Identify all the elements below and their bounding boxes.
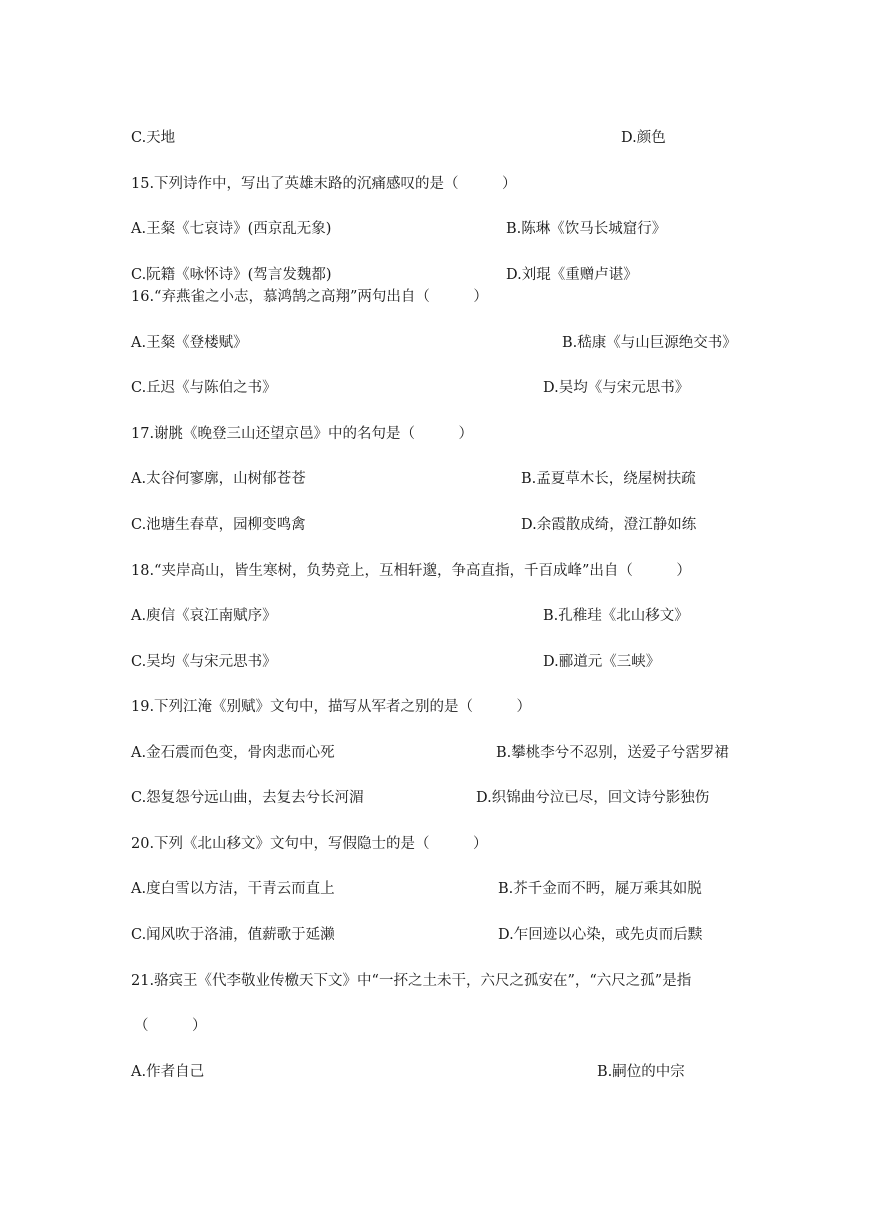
question-16-option-d: D.吴均《与宋元思书》	[543, 380, 690, 396]
question-19-option-c: C.怨复怨兮远山曲，去复去兮长河湄	[131, 790, 364, 806]
question-19-option-b: B.攀桃李兮不忍别，送爱子兮霑罗裙	[496, 745, 729, 761]
question-17-option-d: D.余霞散成绮，澄江静如练	[521, 517, 697, 533]
question-17-stem: 17.谢朓《晚登三山还望京邑》中的名句是（ ）	[131, 426, 474, 442]
question-15-option-a: A.王粲《七哀诗》(西京乱无象)	[131, 221, 332, 237]
question-18-option-c: C.吴均《与宋元思书》	[131, 654, 277, 670]
question-18-stem: 18.“夹岸高山，皆生寒树，负势竞上，互相轩邈，争高直指，千百成峰”出自（ ）	[131, 563, 691, 579]
question-16-option-c: C.丘迟《与陈伯之书》	[131, 380, 277, 396]
question-16-stem: 16.“弃燕雀之小志，慕鸿鹄之高翔”两句出自（ ）	[131, 289, 488, 305]
question-15-option-b: B.陈琳《饮马长城窟行》	[506, 221, 667, 237]
question-20-option-c: C.闻风吹于洛浦，值薪歌于延濑	[131, 927, 335, 943]
question-21-stem-continuation: （ ）	[134, 1018, 207, 1034]
question-19-stem: 19.下列江淹《别赋》文句中，描写从军者之别的是（ ）	[131, 699, 532, 715]
question-17-option-b: B.孟夏草木长，绕屋树扶疏	[521, 471, 696, 487]
question-19-option-d: D.织锦曲兮泣已尽，回文诗兮影独伤	[476, 790, 710, 806]
question-21-option-a: A.作者自己	[131, 1064, 205, 1080]
question-20-option-a: A.度白雪以方洁，干青云而直上	[131, 881, 335, 897]
prev-option-d: D.颜色	[621, 130, 666, 146]
question-20-option-d: D.乍回迹以心染，或先贞而后黩	[498, 927, 703, 943]
question-19-option-a: A.金石震而色变，骨肉悲而心死	[131, 745, 335, 761]
question-18-option-d: D.郦道元《三峡》	[543, 654, 661, 670]
question-21-stem: 21.骆宾王《代李敬业传檄天下文》中“一抔之土未干，六尺之孤安在”，“六尺之孤”是指	[131, 973, 692, 989]
question-20-stem: 20.下列《北山移文》文句中，写假隐士的是（ ）	[131, 836, 488, 852]
question-16-option-a: A.王粲《登楼赋》	[131, 335, 248, 351]
prev-option-c: C.天地	[131, 130, 176, 146]
question-16-option-b: B.嵇康《与山巨源绝交书》	[562, 335, 737, 351]
question-21-option-b: B.嗣位的中宗	[597, 1064, 685, 1080]
question-15-option-d: D.刘琨《重赠卢谌》	[506, 267, 638, 283]
question-18-option-a: A.庾信《哀江南赋序》	[131, 608, 277, 624]
question-18-option-b: B.孔稚珪《北山移文》	[543, 608, 689, 624]
question-15-stem: 15.下列诗作中，写出了英雄末路的沉痛感叹的是（ ）	[131, 176, 517, 192]
question-15-option-c: C.阮籍《咏怀诗》(驾言发魏都)	[131, 267, 332, 283]
question-17-option-c: C.池塘生春草，园柳变鸣禽	[131, 517, 306, 533]
question-17-option-a: A.太谷何寥廓，山树郁苍苍	[131, 471, 306, 487]
question-20-option-b: B.芥千金而不眄，屣万乘其如脱	[498, 881, 702, 897]
